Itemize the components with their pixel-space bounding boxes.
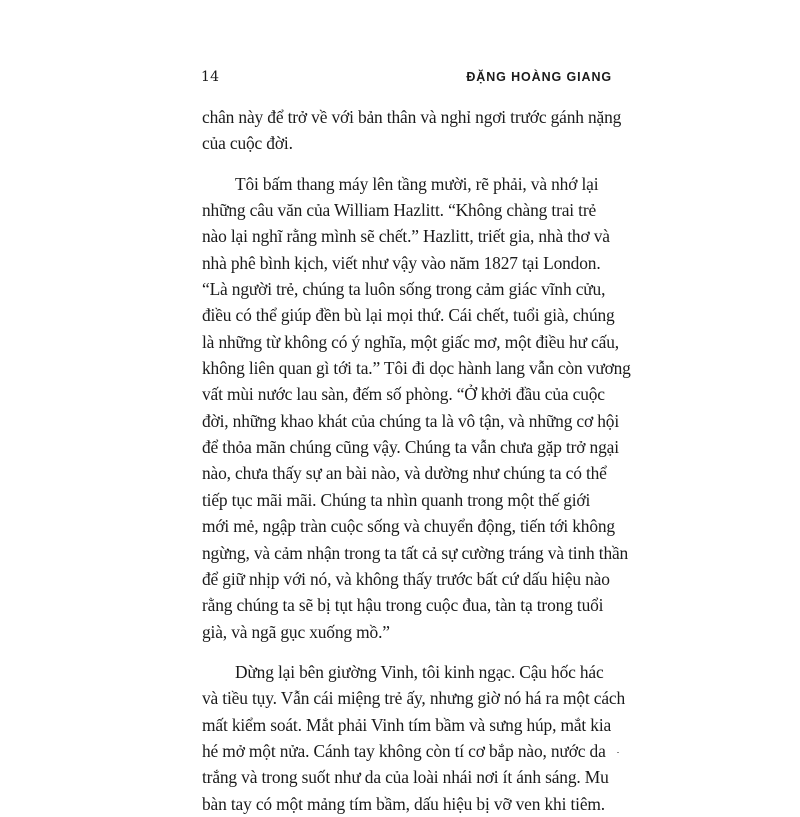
text-line: không liên quan gì tới ta.” Tôi đi dọc hành lang vẫn còn vương [202,358,631,379]
print-speck [617,752,619,753]
text-line: của cuộc đời. [202,133,293,154]
text-line: mất kiểm soát. Mắt phải Vinh tím bầm và sưng húp, mắt kia [202,714,612,735]
text-line: rằng chúng ta sẽ bị tụt hậu trong cuộc đua, tàn tạ trong tuổi [202,595,604,616]
text-line: chân này để trở về với bản thân và nghỉ ngơi trước gánh nặng [202,107,622,127]
text-line: và tiều tụy. Vẫn cái miệng trẻ ấy, nhưng giờ nó há ra một cách [202,688,626,709]
text-line: tiếp tục mãi mãi. Chúng ta nhìn quanh trong một thế giới [202,489,591,510]
text-line: những câu văn của William Hazlitt. “Không chàng trai trẻ [202,200,597,221]
text-line: vất mùi nước lau sàn, đếm số phòng. “Ở khởi đầu của cuộc [202,384,605,405]
text-line: ngừng, và cảm nhận trong ta tất cả sự cường tráng và tinh thần [202,542,629,563]
text-line: Dừng lại bên giường Vinh, tôi kinh ngạc. Cậu hốc hác [235,661,604,682]
text-line: là những từ không có ý nghĩa, một giấc mơ, một điều hư cấu, [202,331,619,352]
text-line: để giữ nhịp với nó, và không thấy trước bất cứ dấu hiệu nào [202,568,610,589]
text-line: bàn tay có một mảng tím bầm, dấu hiệu bị vỡ ven khi tiêm. [202,793,605,814]
text-line: điều có thể giúp đền bù lại mọi thứ. Cái chết, tuổi già, chúng [202,305,615,326]
page-number: 14 [201,69,220,85]
paragraph-1 [202,104,622,157]
text-line: mới mẻ, ngập tràn cuộc sống và chuyển động, tiến tới không [202,516,615,537]
paragraph-2 [202,171,631,645]
text-line: để thỏa mãn chúng cũng vậy. Chúng ta vẫn chưa gặp trở ngại [202,437,619,458]
text-line: nào lại nghĩ rằng mình sẽ chết.” Hazlitt, triết gia, nhà thơ và [202,226,610,247]
text-line: già, và ngã gục xuống mồ.” [202,621,390,642]
text-line: đời, những khao khát của chúng ta là vô tận, và những cơ hội [202,410,620,431]
running-head-author: ĐẶNG HOÀNG GIANG [466,70,612,84]
text-line: trắng và trong suốt như da của loài nhái nơi ít ánh sáng. Mu [202,767,609,788]
text-line: hé mở một nửa. Cánh tay không còn tí cơ bắp nào, nước da [202,740,606,761]
paragraph-3 [202,659,626,817]
text-line: Tôi bấm thang máy lên tầng mười, rẽ phải, và nhớ lại [235,173,599,194]
body-text [202,104,631,817]
text-line: nhà phê bình kịch, viết như vậy vào năm 1827 tại London. [202,252,601,273]
text-line: “Là người trẻ, chúng ta luôn sống trong cảm giác vĩnh cửu, [202,279,606,300]
text-line: nào, chưa thấy sự an bài nào, và dường như chúng ta có thể [202,463,607,484]
